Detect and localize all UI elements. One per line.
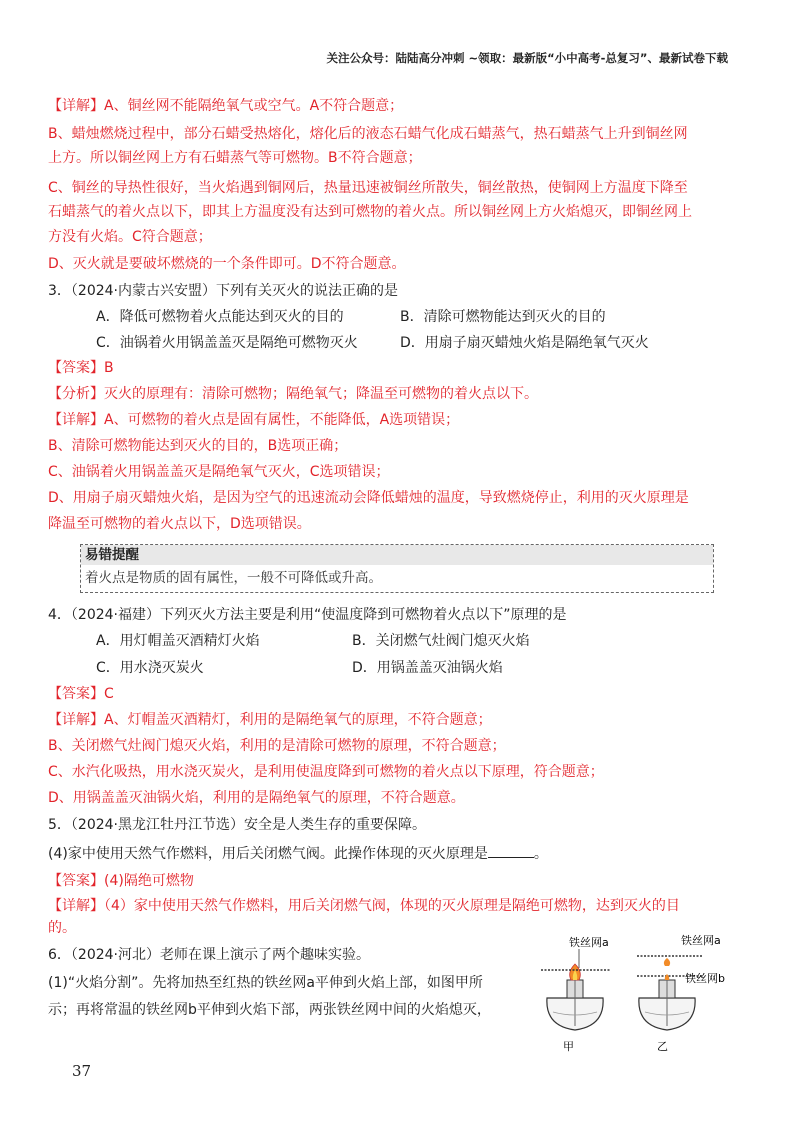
q4-option-a: A．用灯帽盖灭酒精灯火焰 bbox=[96, 633, 260, 649]
q5-explain-2: 的。 bbox=[48, 920, 76, 936]
q6-stem: 6．（2024·河北）老师在课上演示了两个趣味实验。 bbox=[48, 947, 370, 963]
error-tip-box bbox=[80, 544, 714, 593]
page-number: 37 bbox=[72, 1062, 92, 1080]
q4-option-c: C．用水浇灭炭火 bbox=[96, 660, 204, 676]
lamp-yi bbox=[637, 933, 725, 1053]
q3-stem: 3．（2024·内蒙古兴安盟）下列有关灭火的说法正确的是 bbox=[48, 283, 398, 299]
q3-explain-d2: 降温至可燃物的着火点以下，D选项错误。 bbox=[48, 516, 311, 532]
label-wire-a-yi: 铁丝网a bbox=[681, 934, 721, 947]
q4-stem: 4．（2024·福建）下列灭火方法主要是利用“使温度降到可燃物着火点以下”原理的是 bbox=[48, 607, 567, 623]
q6-part1-line2: 示；再将常温的铁丝网b平伸到火焰下部，两张铁丝网中间的火焰熄灭， bbox=[48, 1002, 491, 1018]
q3-answer: 【答案】B bbox=[48, 360, 114, 376]
tip-title: 易错提醒 bbox=[81, 545, 713, 565]
q4-option-b: B．关闭燃气灶阀门熄灭火焰 bbox=[352, 633, 530, 649]
q5-sub-question: (4)家中使用天然气作燃料，用后关闭燃气阀。此操作体现的灭火原理是 。 bbox=[48, 843, 758, 864]
q5-explain: 【详解】（4）家中使用天然气作燃料，用后关闭燃气阀，体现的灭火原理是隔绝可燃物，达到灭火的目 bbox=[48, 898, 680, 914]
q2-explain-c3: 方没有火焰。C符合题意； bbox=[48, 229, 212, 245]
q4-option-d: D．用锅盖盖灭油锅火焰 bbox=[352, 660, 503, 676]
q4-explain-c: C、水汽化吸热，用水浇灭炭火，是利用使温度降到可燃物的着火点以下原理，符合题意； bbox=[48, 764, 604, 780]
q2-explain-c2: 石蜡蒸气的着火点以下，即其上方温度没有达到可燃物的着火点。所以铜丝网上方火焰熄灭，即铜丝网上 bbox=[48, 204, 692, 220]
experiment-figure bbox=[535, 926, 735, 1056]
lamp-jia bbox=[541, 935, 611, 1053]
q2-explain-b2: 上方。所以铜丝网上方有石蜡蒸气等可燃物。B不符合题意； bbox=[48, 150, 422, 166]
q3-explain-b: B、清除可燃物能达到灭火的目的，B选项正确； bbox=[48, 438, 348, 454]
q6-part1-line1: (1)“火焰分割”。先将加热至红热的铁丝网a平伸到火焰上部，如图甲所 bbox=[48, 975, 483, 991]
q3-option-a: A．降低可燃物着火点能达到灭火的目的 bbox=[96, 309, 344, 325]
q4-explain-d: D、用锅盖盖灭油锅火焰，利用的是隔绝氧气的原理，不符合题意。 bbox=[48, 790, 465, 806]
q3-analysis: 【分析】灭火的原理有：清除可燃物；隔绝氧气；降温至可燃物的着火点以下。 bbox=[48, 386, 538, 402]
q4-explain-b: B、关闭燃气灶阀门熄灭火焰，利用的是清除可燃物的原理，不符合题意； bbox=[48, 738, 506, 754]
label-wire-b: 铁丝网b bbox=[685, 972, 725, 985]
q5-stem: 5．（2024·黑龙江牡丹江节选）安全是人类生存的重要保障。 bbox=[48, 817, 426, 833]
caption-jia: 甲 bbox=[563, 1040, 574, 1053]
q2-explain-b1: B、蜡烛燃烧过程中，部分石蜡受热熔化，熔化后的液态石蜡气化成石蜡蒸气，热石蜡蒸气上升到铜丝网 bbox=[48, 126, 688, 142]
q3-option-c: C．油锅着火用锅盖盖灭是隔绝可燃物灭火 bbox=[96, 335, 358, 351]
q5-answer: 【答案】(4)隔绝可燃物 bbox=[48, 873, 194, 889]
caption-yi: 乙 bbox=[657, 1040, 668, 1053]
label-wire-a-jia: 铁丝网a bbox=[569, 936, 609, 949]
q2-explain-a: 【详解】A、铜丝网不能隔绝氧气或空气。A不符合题意； bbox=[48, 98, 404, 114]
q4-explain-a: 【详解】A、灯帽盖灭酒精灯，利用的是隔绝氧气的原理，不符合题意； bbox=[48, 712, 492, 728]
q3-explain-c: C、油锅着火用锅盖盖灭是隔绝氧气灭火，C选项错误； bbox=[48, 464, 390, 480]
tip-text: 着火点是物质的固有属性，一般不可降低或升高。 bbox=[85, 570, 382, 586]
answer-blank bbox=[488, 843, 534, 858]
q2-explain-c1: C、铜丝的导热性很好，当火焰遇到铜网后，热量迅速被铜丝所散失，铜丝散热，使铜网上方温度下降至 bbox=[48, 180, 688, 196]
q3-explain-a: 【详解】A、可燃物的着火点是固有属性，不能降低，A选项错误； bbox=[48, 412, 460, 428]
q3-option-d: D．用扇子扇灭蜡烛火焰是隔绝氧气灭火 bbox=[400, 335, 649, 351]
q3-option-b: B．清除可燃物能达到灭火的目的 bbox=[400, 309, 606, 325]
q4-answer: 【答案】C bbox=[48, 686, 114, 702]
q2-explain-d: D、灭火就是要破坏燃烧的一个条件即可。D不符合题意。 bbox=[48, 256, 406, 272]
q3-explain-d1: D、用扇子扇灭蜡烛火焰，是因为空气的迅速流动会降低蜡烛的温度，导致燃烧停止，利用的灭火原理是 bbox=[48, 490, 689, 506]
page-header: 关注公众号：陆陆高分冲刺 ~领取：最新版“小中高考-总复习”、最新试卷下载 bbox=[326, 51, 728, 65]
